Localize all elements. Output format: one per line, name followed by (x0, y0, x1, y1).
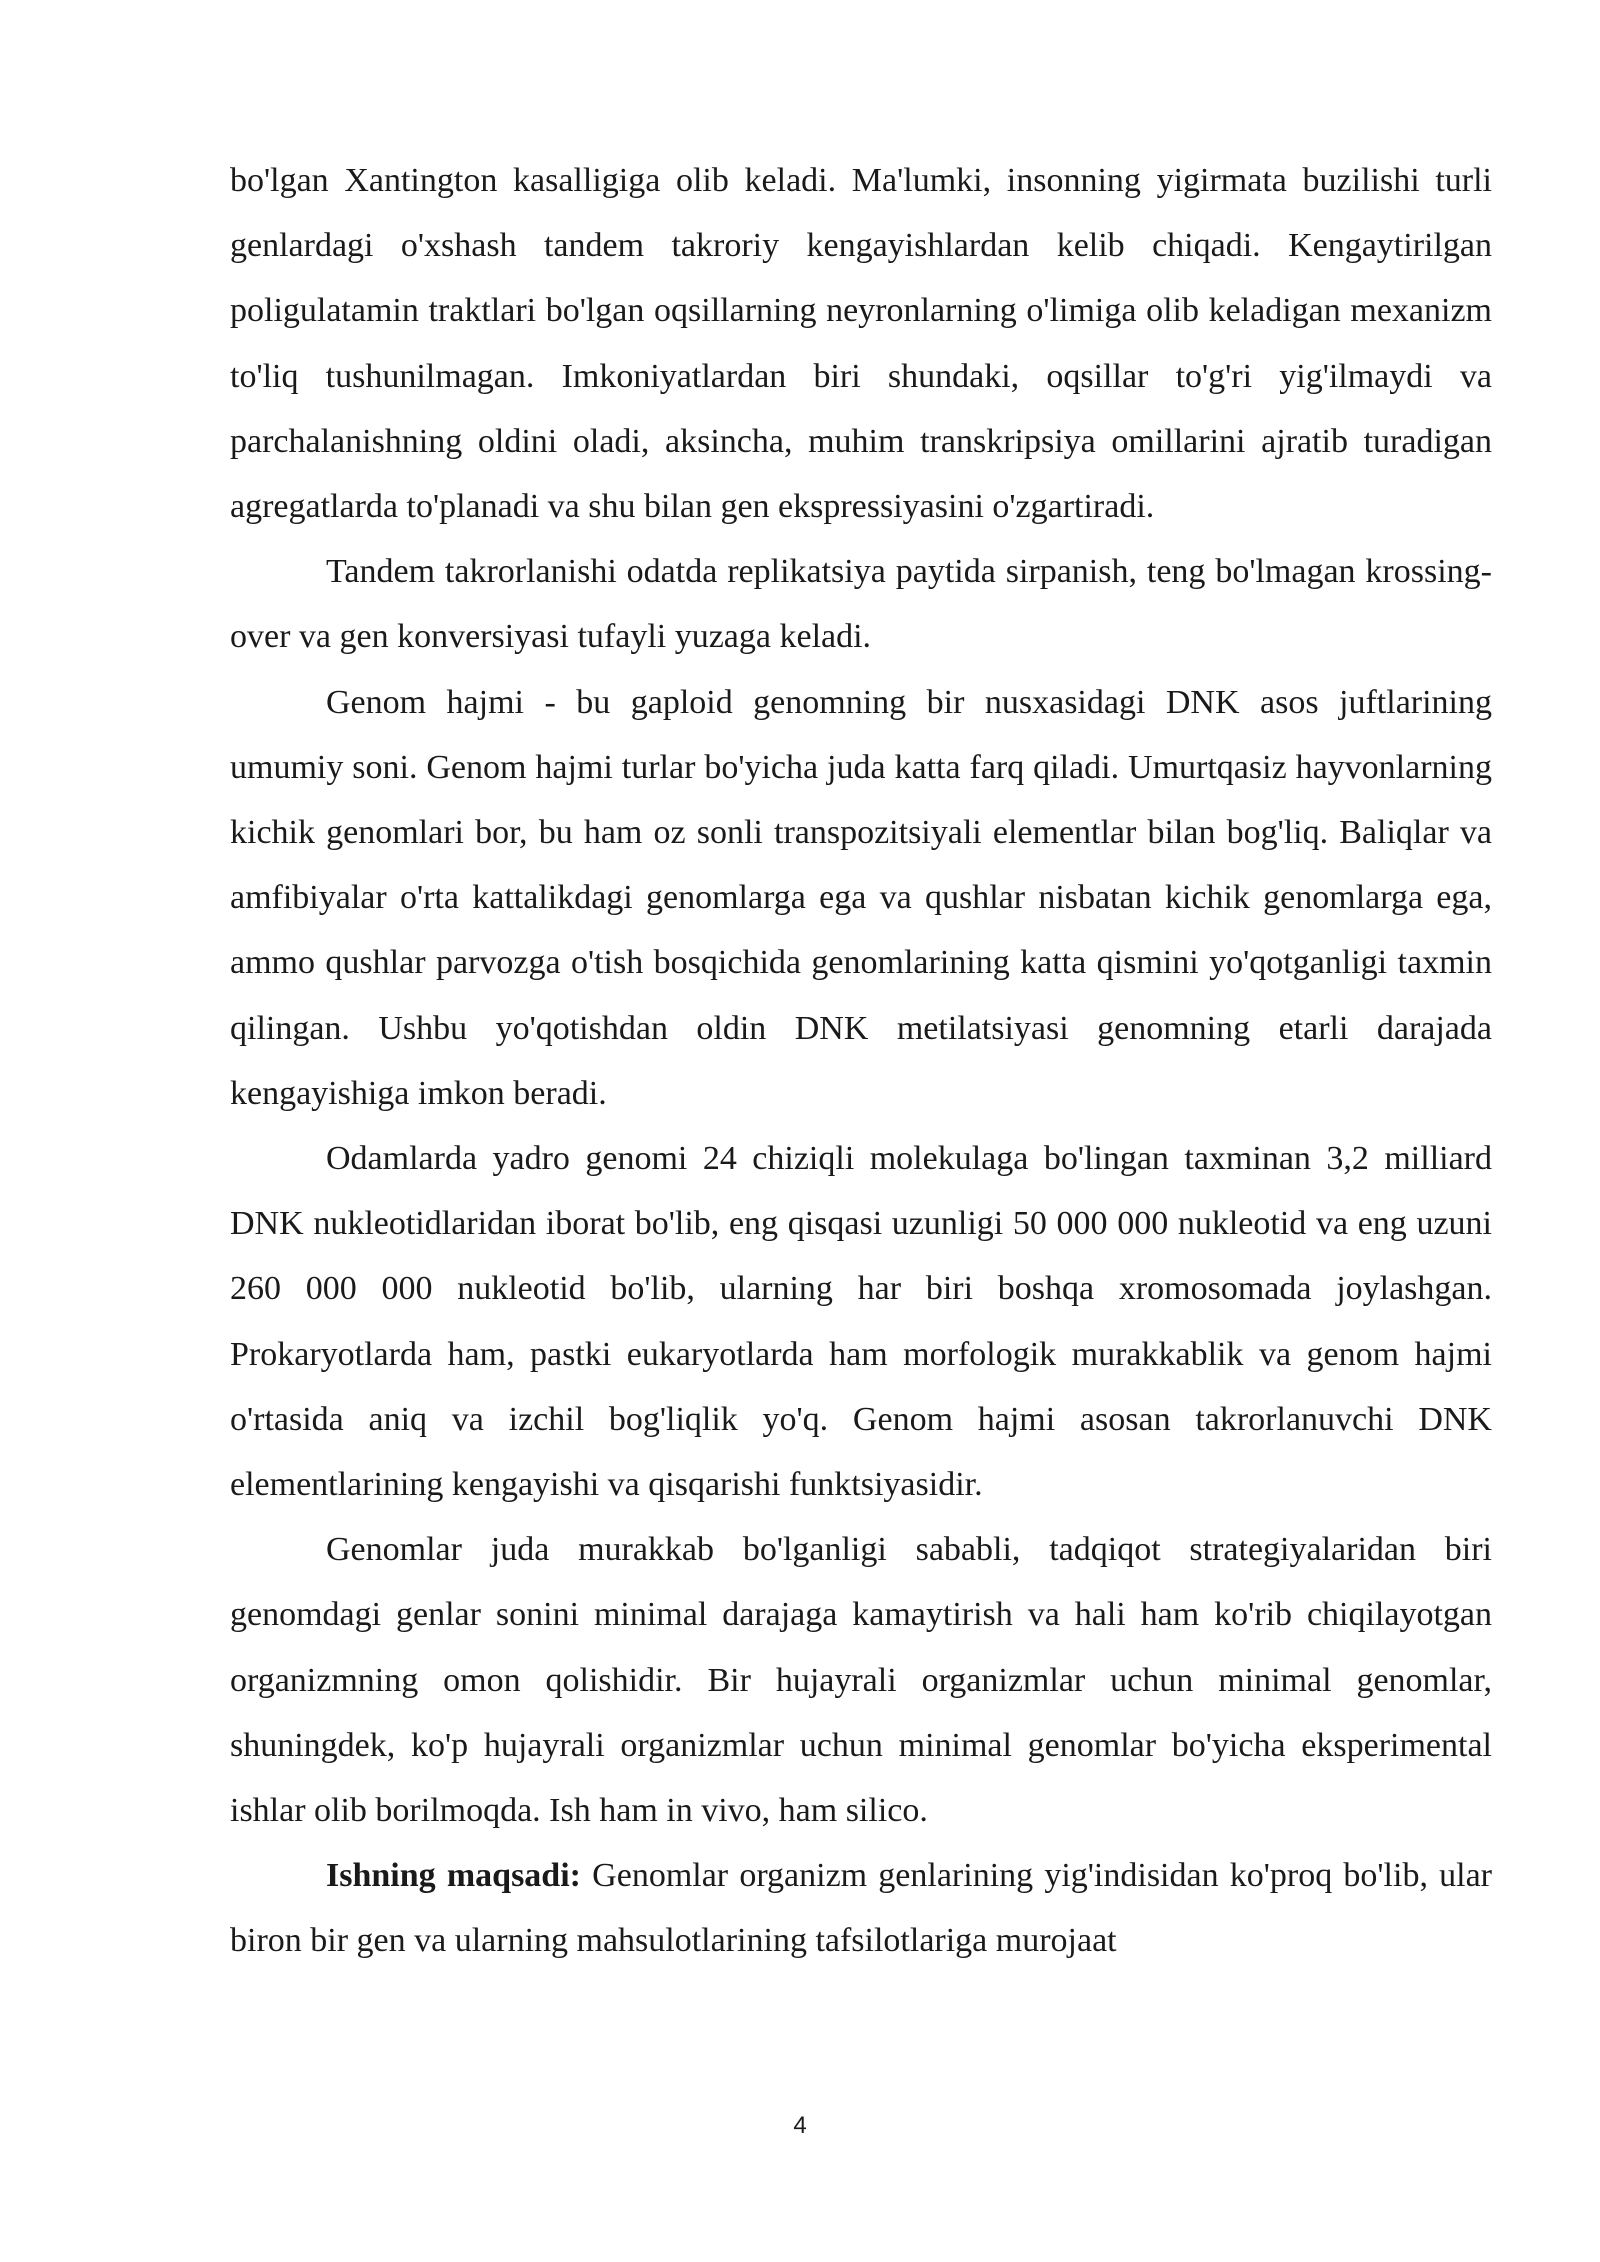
paragraph-3: Genom hajmi - bu gaploid genomning bir nusxasidagi DNK asos juftlarining umumiy soni. Genom hajmi turlar bo'yicha juda katta farq qiladi. Umurtqasiz hayvonlarning kichik genomlari bor, bu ham oz sonli transpozitsiyali elementlar bilan bog'liq. Baliqlar va amfibiyalar o'rta kattalikdagi genomlarga ega va qushlar nisbatan kichik genomlarga ega, ammo qushlar parvozga o'tish bosqichida genomlarining katta qismini yo'qotganligi taxmin qilingan. Ushbu yo'qotishdan oldin DNK metilatsiyasi genomning etarli darajada kengayishiga imkon beradi. (230, 683, 1492, 1112)
paragraph-6 (230, 1843, 1492, 1973)
paragraph-2: Tandem takrorlanishi odatda replikatsiya paytida sirpanish, teng bo'lmagan krossing-over va gen konversiyasi tufayli yuzaga keladi. (230, 553, 1492, 656)
paragraph-6-text: Genomlar organizm genlarining yig'indisidan ko'proq bo'lib, ular biron bir gen va ularning mahsulotlarining tafsilotlariga murojaat (230, 1857, 1492, 1960)
page-number: 4 (793, 2112, 807, 2139)
paragraph-lead-label: Ishning maqsadi: (326, 1857, 581, 1895)
paragraph-5: Genomlar juda murakkab bo'lganligi sababli, tadqiqot strategiyalaridan biri genomdagi genlar sonini minimal darajaga kamaytirish va hali ham ko'rib chiqilayotgan organizmning omon qolishidir. Bir hujayrali organizmlar uchun minimal genomlar, shuningdek, ko'p hujayrali organizmlar uchun minimal genomlar bo'yicha eksperimental ishlar olib borilmoqda. Ish ham in vivo, ham silico. (230, 1531, 1492, 1830)
body-text (230, 148, 1492, 1974)
paragraph-4: Odamlarda yadro genomi 24 chiziqli molekulaga bo'lingan taxminan 3,2 milliard DNK nukleotidlaridan iborat bo'lib, eng qisqasi uzunligi 50 000 000 nukleotid va eng uzuni 260 000 000 nukleotid bo'lib, ularning har biri boshqa xromosomada joylashgan. Prokaryotlarda ham, pastki eukaryotlarda ham morfologik murakkablik va genom hajmi o'rtasida aniq va izchil bog'liqlik yo'q. Genom hajmi asosan takrorlanuvchi DNK elementlarining kengayishi va qisqarishi funktsiyasidir. (230, 1140, 1492, 1504)
paragraph-1: bo'lgan Xantington kasalligiga olib keladi. Ma'lumki, insonning yigirmata buzilishi turli genlardagi o'xshash tandem takroriy kengayishlardan kelib chiqadi. Kengaytirilgan poligulatamin traktlari bo'lgan oqsillarning neyronlarning o'limiga olib keladigan mexanizm to'liq tushunilmagan. Imkoniyatlardan biri shundaki, oqsillar to'g'ri yig'ilmaydi va parchalanishning oldini oladi, aksincha, muhim transkripsiya omillarini ajratib turadigan agregatlarda to'planadi va shu bilan gen ekspressiyasini o'zgartiradi. (230, 162, 1492, 526)
